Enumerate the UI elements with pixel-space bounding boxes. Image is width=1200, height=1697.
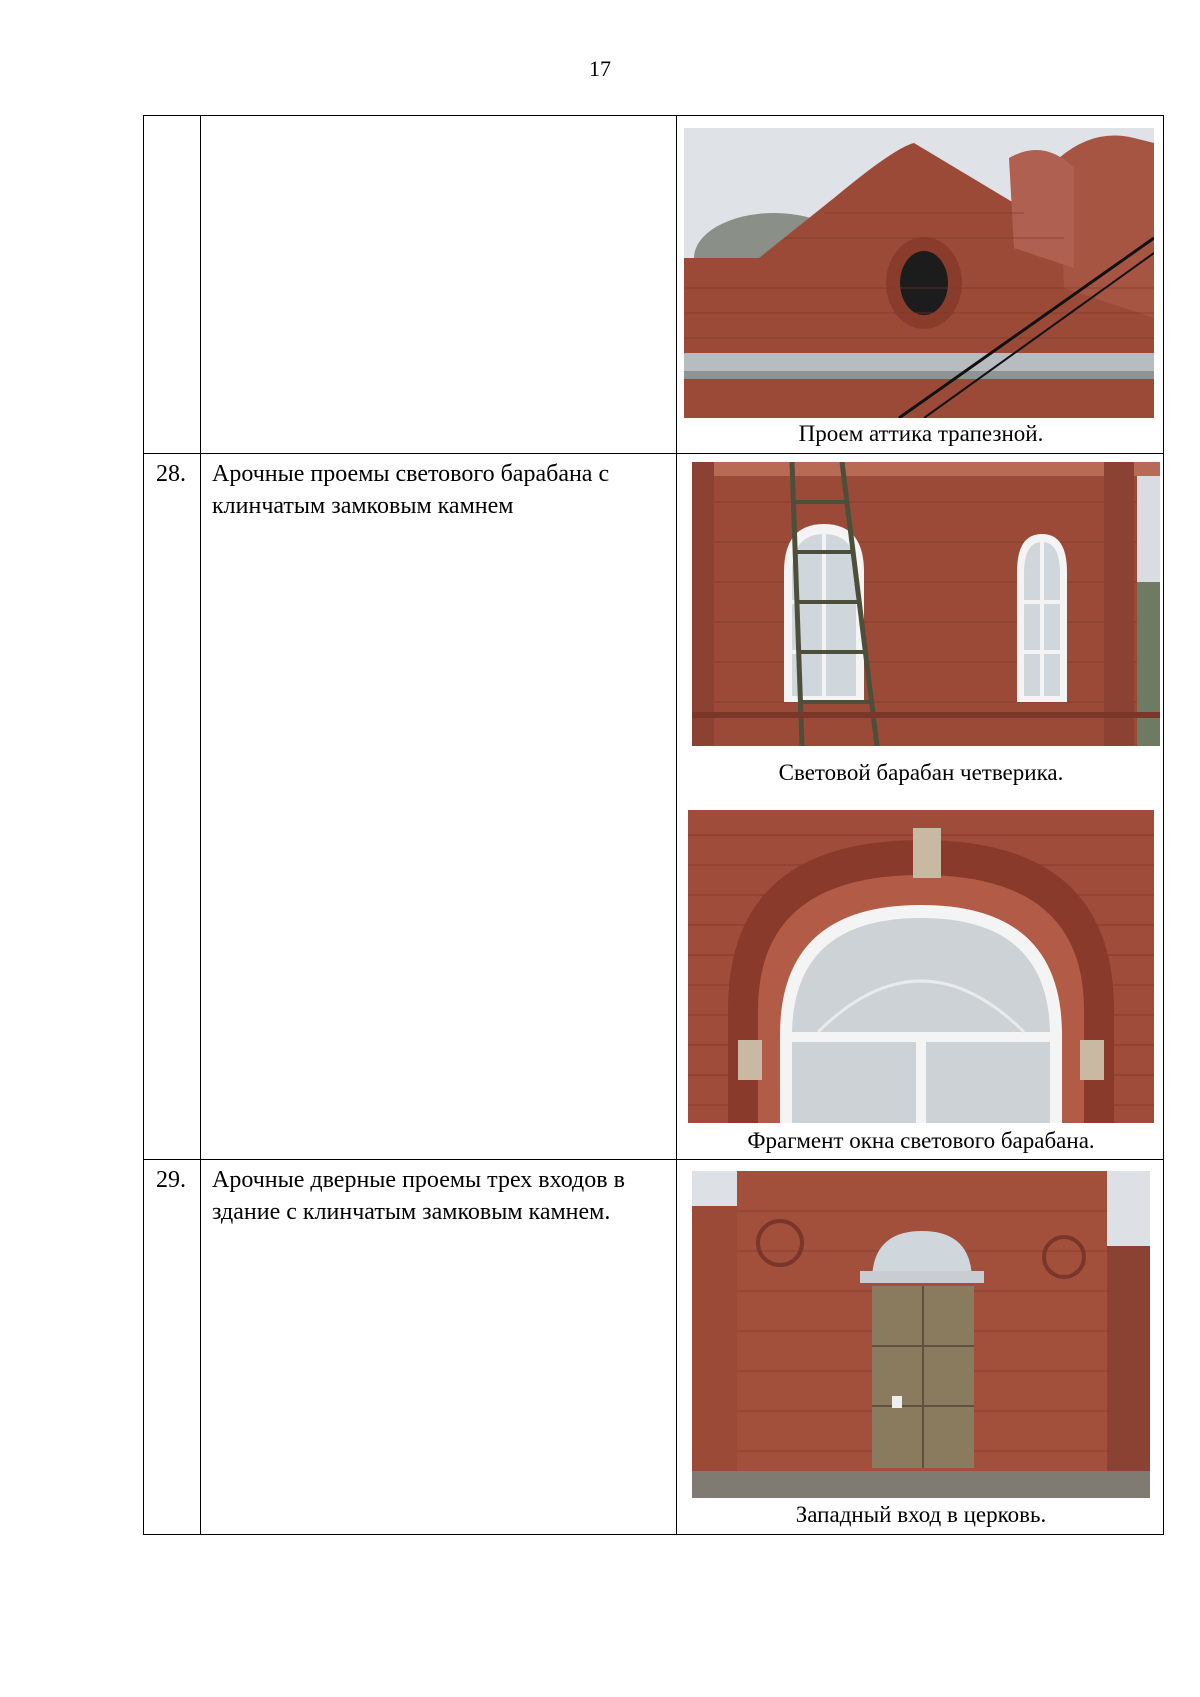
row-divider xyxy=(144,453,1163,454)
photo-light-drum xyxy=(692,462,1160,746)
column-divider xyxy=(676,116,677,1534)
photo-caption: Проем аттика трапезной. xyxy=(798,421,1044,446)
row-divider xyxy=(144,1159,1163,1160)
row-description: Арочные проемы светового барабана с клинчатым замковым камнем xyxy=(212,461,610,519)
row-number: 28. xyxy=(156,461,186,487)
photo-west-entrance xyxy=(692,1171,1150,1498)
photo-attic-opening xyxy=(684,128,1154,418)
photo-window-fragment xyxy=(688,810,1154,1123)
page-number: 17 xyxy=(589,56,611,81)
photo-caption: Фрагмент окна светового барабана. xyxy=(747,1128,1095,1153)
photo-caption: Западный вход в церковь. xyxy=(795,1502,1047,1527)
row-number: 29. xyxy=(156,1167,186,1193)
column-divider xyxy=(200,116,201,1534)
heritage-table xyxy=(143,115,1164,1535)
row-description: Арочные дверные проемы трех входов в здание с клинчатым замковым камнем. xyxy=(212,1167,625,1225)
photo-caption: Световой барабан четверика. xyxy=(778,760,1064,785)
